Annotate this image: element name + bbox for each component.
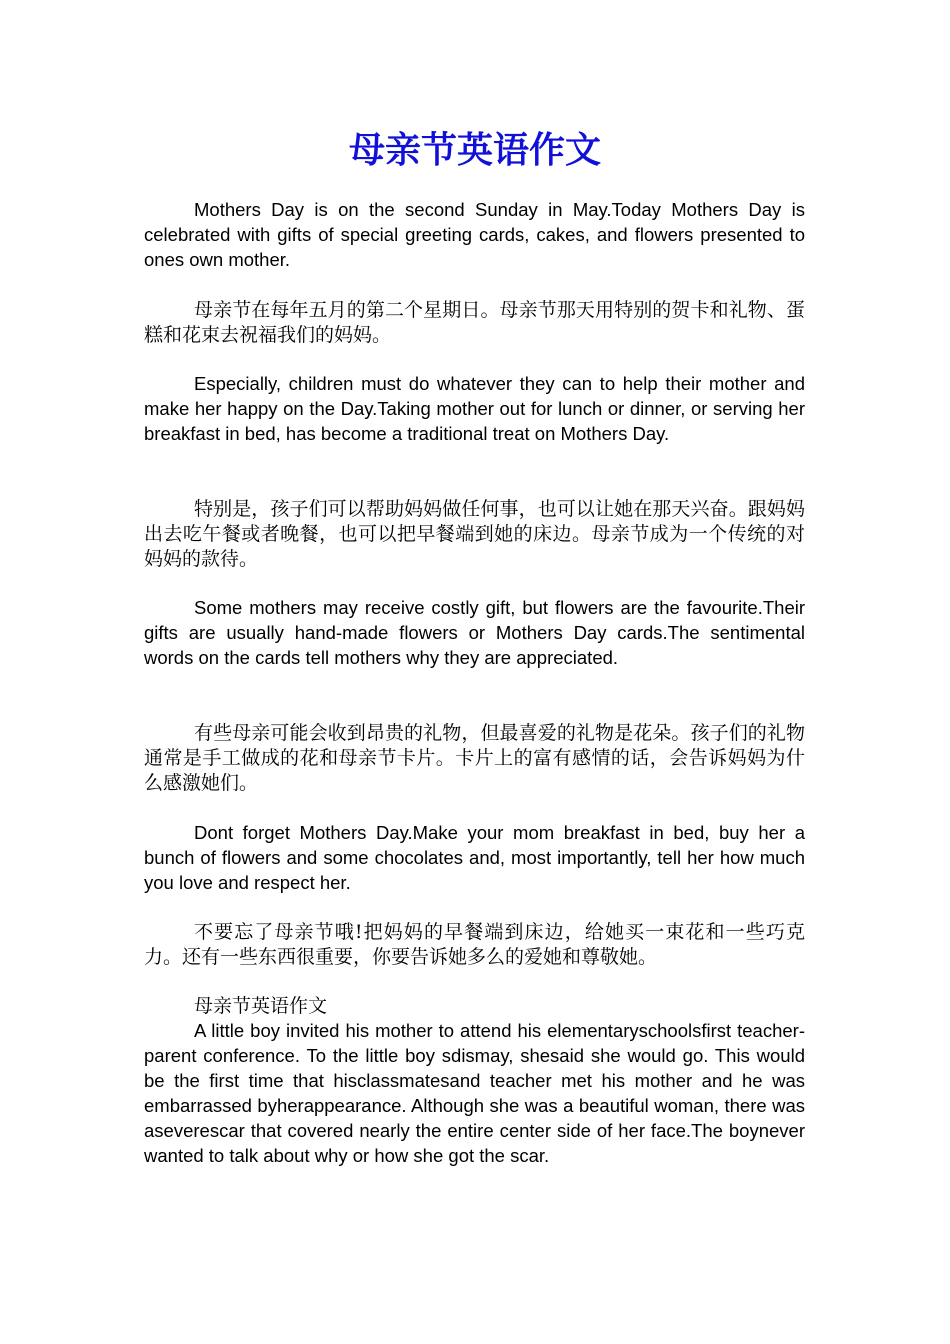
paragraph-en-5: A little boy invited his mother to attend his elementaryschoolsfirst teacher-parent conference. To the little boy sdismay, shesaid she would go. This would be the first time that hisclassmatesand teacher met his mother and he was embarrassed byherappearance. Although she was a beautiful woman, there was aseverescar that covered nearly the entire center side of her face.The boynever wanted to talk about why or how she got the scar. [144, 1020, 805, 1166]
section-label: 母亲节英语作文 [194, 995, 328, 1017]
paragraph-zh-4: 不要忘了母亲节哦!把妈妈的早餐端到床边，给她买一束花和一些巧克力。还有一些东西很重要，你要告诉她多么的爱她和尊敬她。 [144, 921, 805, 968]
paragraph-zh-1: 母亲节在每年五月的第二个星期日。母亲节那天用特别的贺卡和礼物、蛋糕和花束去祝福我们的妈妈。 [144, 299, 805, 346]
paragraph-en-2: Especially, children must do whatever they can to help their mother and make her happy on the Day.Taking mother out for lunch or dinner, or serving her breakfast in bed, has become a traditional treat on Mothers Day. [144, 373, 805, 444]
paragraph-zh-2: 特别是，孩子们可以帮助妈妈做任何事，也可以让她在那天兴奋。跟妈妈出去吃午餐或者晚餐，也可以把早餐端到她的床边。母亲节成为一个传统的对妈妈的款待。 [144, 498, 805, 570]
paragraph-zh-3: 有些母亲可能会收到昂贵的礼物，但最喜爱的礼物是花朵。孩子们的礼物通常是手工做成的花和母亲节卡片。卡片上的富有感情的话，会告诉妈妈为什么感激她们。 [144, 722, 805, 794]
document-title: 母亲节英语作文 [348, 129, 601, 171]
paragraph-en-4: Dont forget Mothers Day.Make your mom breakfast in bed, buy her a bunch of flowers and some chocolates and, most importantly, tell her how much you love and respect her. [144, 822, 805, 893]
paragraph-en-1: Mothers Day is on the second Sunday in May.Today Mothers Day is celebrated with gifts of special greeting cards, cakes, and flowers presented to ones own mother. [144, 199, 805, 270]
paragraph-en-3: Some mothers may receive costly gift, but flowers are the favourite.Their gifts are usually hand-made flowers or Mothers Day cards.The sentimental words on the cards tell mothers why they are appreciated. [144, 597, 805, 668]
